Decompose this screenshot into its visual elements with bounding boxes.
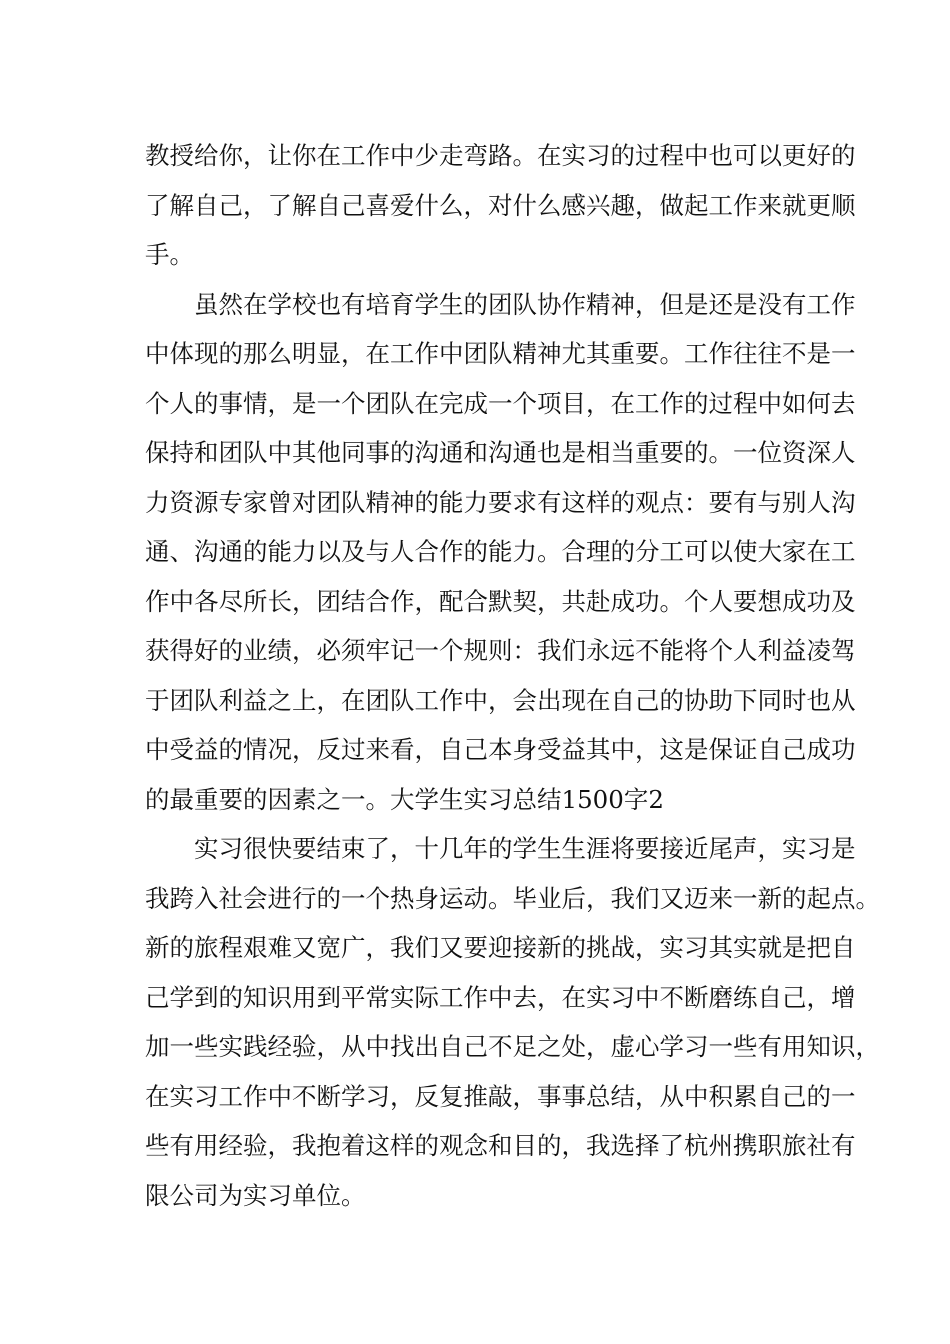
text-line: 己学到的知识用到平常实际工作中去，在实习中不断磨练自己，增 [145,982,856,1012]
text-line: 作中各尽所长，团结合作，配合默契，共赴成功。个人要想成功及 [145,586,856,616]
text-line: 获得好的业绩，必须牢记一个规则：我们永远不能将个人利益凌驾 [145,636,856,665]
text-line: 我跨入社会进行的一个热身运动。毕业后，我们又迈来一新的起点。 [145,883,880,913]
text-line: 些有用经验，我抱着这样的观念和目的，我选择了杭州携职旅社有 [145,1131,856,1160]
text-line: 在实习工作中不断学习，反复推敲，事事总结，从中积累自己的一 [145,1081,856,1111]
text-line: 教授给你，让你在工作中少走弯路。在实习的过程中也可以更好的 [145,141,856,170]
text-line: 中体现的那么明显，在工作中团队精神尤其重要。工作往往不是一 [145,339,856,368]
text-line: 保持和团队中其他同事的沟通和沟通也是相当重要的。一位资深人 [145,438,856,467]
text-line: 了解自己，了解自己喜爱什么，对什么感兴趣，做起工作来就更顺 [145,190,856,220]
text-line: 力资源专家曾对团队精神的能力要求有这样的观点：要有与别人沟 [145,487,856,517]
text-line: 新的旅程艰难又宽广，我们又要迎接新的挑战，实习其实就是把自 [145,933,856,962]
text-line: 限公司为实习单位。 [145,1180,366,1210]
text-line: 加一些实践经验，从中找出自己不足之处，虚心学习一些有用知识， [145,1032,880,1061]
text-line: 于团队利益之上，在团队工作中，会出现在自己的协助下同时也从 [145,685,856,715]
text-line: 手。 [145,240,194,269]
text-line: 通、沟通的能力以及与人合作的能力。合理的分工可以使大家在工 [145,537,856,566]
text-line: 的最重要的因素之一。大学生实习总结1500字2 [145,784,664,814]
text-line: 个人的事情，是一个团队在完成一个项目，在工作的过程中如何去 [145,388,856,418]
paragraph-start-line: 虽然在学校也有培育学生的团队协作精神，但是还是没有工作 [194,289,856,319]
document-body [145,131,880,1220]
text-line: 中受益的情况，反过来看，自己本身受益其中，这是保证自己成功 [145,735,856,764]
paragraph-start-line: 实习很快要结束了，十几年的学生生涯将要接近尾声，实习是 [194,834,856,863]
